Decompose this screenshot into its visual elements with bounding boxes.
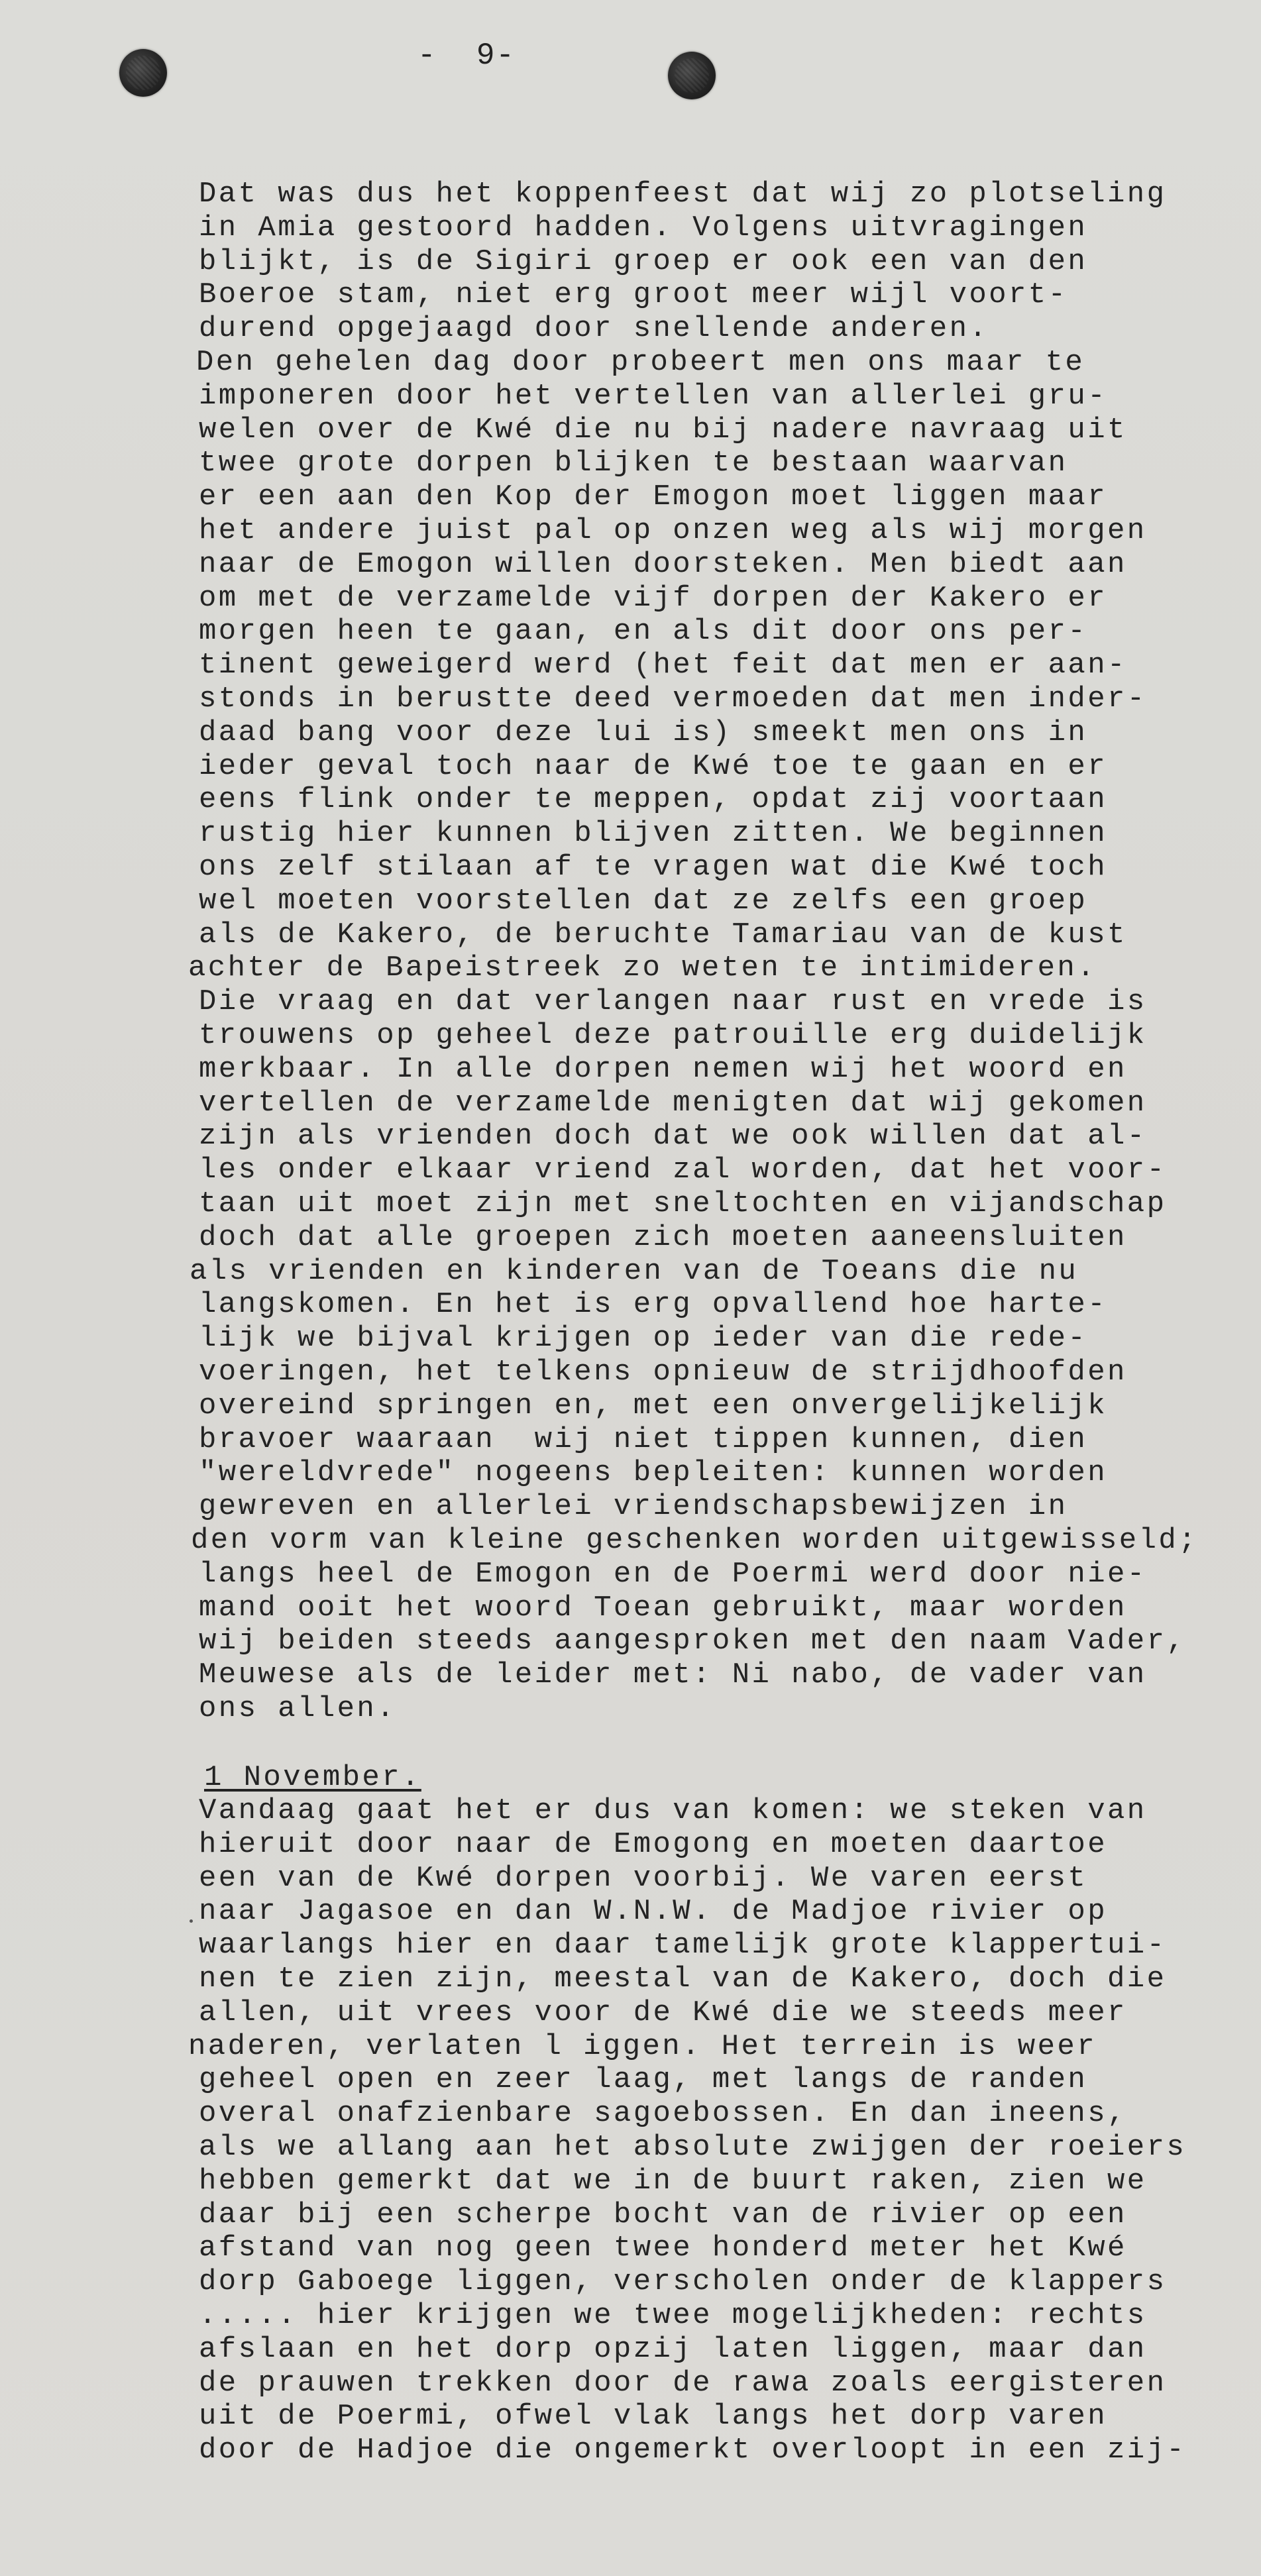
- text-line: de prauwen trekken door de rawa zoals eergisteren: [199, 2366, 1167, 2400]
- text-line: overeind springen en, met een onvergelijkelijk: [199, 1389, 1107, 1422]
- text-line: lijk we bijval krijgen op ieder van die rede-: [199, 1322, 1088, 1356]
- text-line: Dat was dus het koppenfeest dat wij zo plotseling: [199, 178, 1167, 211]
- text-line: hebben gemerkt dat we in de buurt raken, zien we: [199, 2164, 1147, 2198]
- text-line: langs heel de Emogon en de Poermi werd door nie-: [199, 1557, 1147, 1591]
- text-line: als de Kakero, de beruchte Tamariau van de kust: [199, 918, 1127, 951]
- text-line: om met de verzamelde vijf dorpen der Kakero er: [199, 581, 1107, 615]
- text-line: les onder elkaar vriend zal worden, dat het voor-: [199, 1154, 1167, 1187]
- text-line: twee grote dorpen blijken te bestaan waarvan: [199, 447, 1068, 480]
- text-line: wel moeten voorstellen dat ze zelfs een groep: [199, 884, 1088, 918]
- text-line: taan uit moet zijn met sneltochten en vijandschap: [199, 1187, 1167, 1220]
- text-line: ons zelf stilaan af te vragen wat die Kwé toch: [199, 851, 1107, 884]
- text-line: voeringen, het telkens opnieuw de strijdhoofden: [199, 1356, 1127, 1389]
- text-line: allen, uit vrees voor de Kwé die we steeds meer: [199, 1996, 1127, 2029]
- text-line: mand ooit het woord Toean gebruikt, maar worden: [199, 1591, 1127, 1625]
- text-line: uit de Poermi, ofwel vlak langs het dorp varen: [199, 2400, 1107, 2434]
- text-line: ons allen.: [199, 1692, 397, 1725]
- text-line: ..... hier krijgen we twee mogelijkheden: rechts: [199, 2299, 1147, 2332]
- text-line: rustig hier kunnen blijven zitten. We beginnen: [199, 817, 1107, 851]
- text-line: ieder geval toch naar de Kwé toe te gaan en er: [199, 749, 1107, 783]
- text-line: imponeren door het vertellen van allerlei gru-: [199, 379, 1107, 413]
- text-line: in Amia gestoord hadden. Volgens uitvragingen: [199, 211, 1088, 244]
- text-line: nen te zien zijn, meestal van de Kakero, doch die: [199, 1962, 1167, 1996]
- punch-hole-right: [668, 52, 716, 99]
- text-line: naderen, verlaten l iggen. Het terrein is weer: [188, 2029, 1097, 2063]
- text-line: hieruit door naar de Emogong en moeten daartoe: [199, 1827, 1107, 1861]
- text-line: als vrienden en kinderen van de Toeans die nu: [190, 1254, 1079, 1288]
- text-line: trouwens op geheel deze patrouille erg duidelijk: [199, 1019, 1147, 1052]
- text-line: eens flink onder te meppen, opdat zij voortaan: [199, 783, 1107, 817]
- text-line: het andere juist pal op onzen weg als wij morgen: [199, 514, 1147, 547]
- text-line: afslaan en het dorp opzij laten liggen, maar dan: [199, 2332, 1147, 2366]
- text-line: tinent geweigerd werd (het feit dat men er aan-: [199, 649, 1127, 682]
- text-line: een van de Kwé dorpen voorbij. We varen eerst: [199, 1861, 1088, 1895]
- text-line: Boeroe stam, niet erg groot meer wijl voort-: [199, 278, 1068, 312]
- text-line: gewreven en allerlei vriendschapsbewijzen in: [199, 1490, 1068, 1524]
- page-number: - 9-: [417, 38, 516, 73]
- text-line: achter de Bapeistreek zo weten te intimideren.: [188, 951, 1097, 985]
- text-line: Vandaag gaat het er dus van komen: we steken van: [199, 1794, 1147, 1827]
- paper-speck: [190, 1919, 193, 1923]
- text-line: door de Hadjoe die ongemerkt overloopt in een zij-: [199, 2434, 1187, 2467]
- text-line: Die vraag en dat verlangen naar rust en vrede is: [199, 985, 1147, 1019]
- text-line: dorp Gaboege liggen, verscholen onder de klappers: [199, 2265, 1167, 2299]
- text-line: doch dat alle groepen zich moeten aaneensluiten: [199, 1220, 1127, 1254]
- text-line: naar de Emogon willen doorsteken. Men biedt aan: [199, 547, 1127, 581]
- text-line: geheel open en zeer laag, met langs de randen: [199, 2063, 1088, 2097]
- text-line: durend opgejaagd door snellende anderen.: [199, 312, 989, 346]
- text-line: waarlangs hier en daar tamelijk grote klappertui-: [199, 1929, 1167, 1962]
- text-line: blijkt, is de Sigiri groep er ook een van den: [199, 244, 1088, 278]
- text-line: naar Jagasoe en dan W.N.W. de Madjoe rivier op: [199, 1895, 1107, 1929]
- text-line: daar bij een scherpe bocht van de rivier op een: [199, 2198, 1127, 2231]
- text-line: den vorm van kleine geschenken worden uitgewisseld;: [191, 1524, 1199, 1557]
- date-heading: 1 November.: [204, 1761, 421, 1794]
- text-line: zijn als vrienden doch dat we ook willen dat al-: [199, 1120, 1147, 1154]
- text-line: merkbaar. In alle dorpen nemen wij het woord en: [199, 1052, 1127, 1086]
- text-line: langskomen. En het is erg opvallend hoe harte-: [199, 1288, 1107, 1322]
- text-line: stonds in berustte deed vermoeden dat men inder-: [199, 682, 1147, 716]
- text-line: wij beiden steeds aangesproken met den naam Vader,: [199, 1625, 1187, 1658]
- text-line: morgen heen te gaan, en als dit door ons per-: [199, 615, 1088, 649]
- text-line: overal onafzienbare sagoebossen. En dan ineens,: [199, 2097, 1127, 2131]
- text-line: Den gehelen dag door probeert men ons maar te: [196, 346, 1085, 379]
- text-line: vertellen de verzamelde menigten dat wij gekomen: [199, 1086, 1147, 1120]
- punch-hole-left: [119, 49, 167, 97]
- text-line: er een aan den Kop der Emogon moet liggen maar: [199, 480, 1107, 514]
- text-line: welen over de Kwé die nu bij nadere navraag uit: [199, 413, 1127, 447]
- text-line: afstand van nog geen twee honderd meter het Kwé: [199, 2231, 1127, 2265]
- text-line: "wereldvrede" nogeens bepleiten: kunnen worden: [199, 1456, 1107, 1490]
- text-line: daad bang voor deze lui is) smeekt men ons in: [199, 716, 1088, 749]
- text-line: Meuwese als de leider met: Ni nabo, de vader van: [199, 1658, 1147, 1692]
- text-line: bravoer waaraan wij niet tippen kunnen, dien: [199, 1422, 1088, 1456]
- text-line: als we allang aan het absolute zwijgen der roeiers: [199, 2131, 1187, 2164]
